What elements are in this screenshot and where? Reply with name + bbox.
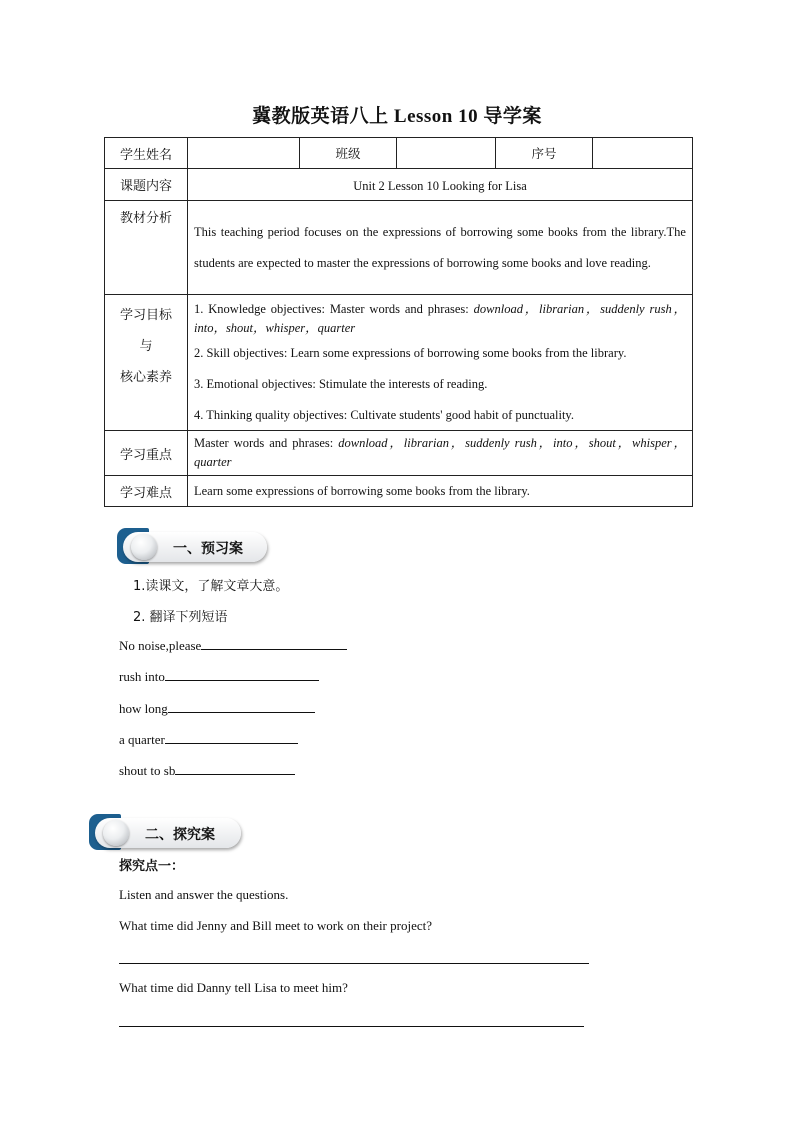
phrase-text: shout to sb: [119, 763, 176, 778]
table-row: [105, 295, 693, 431]
answer-blank[interactable]: [175, 762, 295, 775]
phrase-item: [119, 700, 315, 717]
objectives-label: [105, 295, 188, 431]
answer-line-2[interactable]: [119, 1026, 584, 1027]
student-name-field[interactable]: [188, 138, 300, 169]
objective-knowledge: [194, 300, 686, 338]
inquiry-instruction: Listen and answer the questions.: [119, 887, 289, 902]
phrase-item: [119, 637, 347, 654]
analysis-cell: [188, 201, 693, 295]
objectives-cell: [188, 295, 693, 431]
answer-line-1[interactable]: [119, 963, 589, 964]
inquiry-point-heading: 探究点一：: [119, 859, 185, 874]
student-name-label: 学生姓名: [105, 138, 188, 169]
table-row: [105, 476, 693, 507]
class-field[interactable]: [397, 138, 496, 169]
phrase-item: [119, 668, 319, 685]
key-points-words: download，librarian，suddenly rush，into，shout，whisper，quarter: [194, 436, 686, 469]
preview-item-1: 1.读课文，了解文章大意。: [133, 579, 289, 594]
question-2: What time did Danny tell Lisa to meet him?: [119, 980, 348, 995]
page-title: 冀教版英语八上 Lesson 10 导学案: [252, 106, 542, 127]
badge-pill: [123, 532, 267, 562]
phrase-item: [119, 731, 298, 748]
phrase-text: rush into: [119, 669, 165, 684]
analysis-label: 教材分析: [105, 201, 188, 295]
section-badge-preview: [117, 528, 267, 564]
answer-blank[interactable]: [168, 700, 315, 713]
objective-skill: 2. Skill objectives: Learn some expressions of borrowing some books from the library.: [194, 346, 627, 360]
class-label: 班级: [300, 138, 397, 169]
difficulty-text: Learn some expressions of borrowing some books from the library.: [188, 476, 693, 507]
analysis-text: This teaching period focuses on the expressions of borrowing some books from the library.The students are expected to master the expressions of borrowing some books and love reading.: [194, 224, 686, 270]
objectives-label-line: 与: [139, 338, 153, 353]
table-row: [105, 169, 693, 201]
table-row: [105, 201, 693, 295]
badge-circle-icon: [103, 820, 129, 846]
seat-number-label: 序号: [496, 138, 593, 169]
topic-label: 课题内容: [105, 169, 188, 201]
badge-circle-icon: [131, 534, 157, 560]
preview-item-2: 2. 翻译下列短语: [133, 610, 228, 625]
answer-blank[interactable]: [165, 731, 298, 744]
table-row: [105, 431, 693, 476]
key-points-label: 学习重点: [105, 431, 188, 476]
objectives-label-line: 学习目标: [119, 307, 172, 322]
answer-blank[interactable]: [201, 637, 347, 650]
objective-thinking: 4. Thinking quality objectives: Cultivate students' good habit of punctuality.: [194, 408, 574, 422]
seat-number-field[interactable]: [593, 138, 693, 169]
difficulty-label: 学习难点: [105, 476, 188, 507]
badge-pill: [95, 818, 241, 848]
answer-blank[interactable]: [165, 668, 319, 681]
lesson-info-table: [104, 137, 693, 507]
phrase-text: a quarter: [119, 732, 165, 747]
objective-knowledge-prefix: 1. Knowledge objectives: Master words and phrases:: [194, 302, 474, 316]
phrase-text: how long: [119, 701, 168, 716]
phrase-item: [119, 762, 295, 779]
question-1: What time did Jenny and Bill meet to work on their project?: [119, 918, 433, 933]
topic-value: Unit 2 Lesson 10 Looking for Lisa: [188, 169, 693, 201]
objectives-label-line: 核心素养: [119, 369, 172, 384]
phrase-text: No noise,please: [119, 638, 202, 653]
section-heading-inquiry: 二、探究案: [145, 827, 215, 843]
table-row: [105, 138, 693, 169]
section-heading-preview: 一、预习案: [173, 541, 243, 557]
section-badge-inquiry: [89, 814, 241, 850]
objective-emotional: 3. Emotional objectives: Stimulate the interests of reading.: [194, 377, 488, 391]
key-points-prefix: Master words and phrases:: [194, 436, 339, 450]
objective-knowledge-words: download，librarian，suddenly rush，into，shout，whisper，quarter: [194, 302, 686, 335]
key-points-cell: [188, 431, 693, 476]
